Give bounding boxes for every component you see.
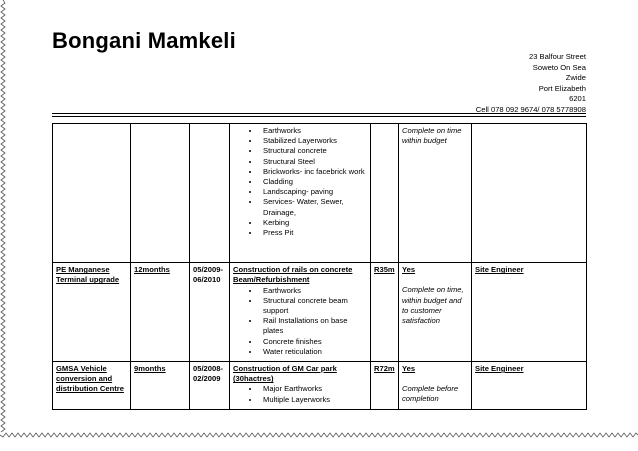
table-row [53,263,587,362]
address-area: Zwide [565,73,586,83]
list-item: • Brickworks- inc facebrick work [260,167,366,177]
scope-title: Construction of GM Car park (30hactres) [233,364,337,384]
address-postcode: 6201 [569,94,586,104]
list-item: • Major Earthworks [260,384,366,394]
status-note: Complete before completion [402,384,459,404]
address-cell: Cell 078 092 9674/ 078 5778908 [475,104,586,114]
resume-name: Bongani Mamkeli [52,28,236,53]
scope-cell [230,124,371,263]
address-street: 23 Balfour Street [529,52,586,61]
list-item: • Cladding [260,177,366,187]
status-head: Yes [402,265,416,275]
dates-cell: 05/2009- 06/2010 [190,263,230,362]
table-row [53,124,587,263]
list-item: • Press Pit [260,228,366,238]
list-item: • Multiple Layerworks [260,395,366,405]
header-divider [52,113,586,114]
duration-cell: 9months [131,362,190,410]
project-cell: GMSA Vehicle conversion and distribution Centre [53,362,131,410]
scope-cell [230,362,371,410]
status-note: Complete on time within budget [402,126,462,146]
status-note: Complete on time, within budget and to customer satisfaction [402,285,464,326]
list-item: • Structural Steel [260,157,366,167]
list-item: • Rail Installations on base plates [260,316,366,336]
header-divider-second [52,116,586,117]
address-city: Port Elizabeth [538,83,586,93]
contact-address [476,52,586,116]
bottom-border-decoration [0,432,638,438]
list-item: • Earthworks [260,286,366,296]
list-item: • Landscaping- paving [260,187,366,197]
project-cell: PE Manganese Terminal upgrade [53,263,131,362]
list-item: • Concrete finishes [260,337,366,347]
status-cell [399,362,472,410]
value-cell: R72m [371,362,399,410]
scope-cell [230,263,371,362]
list-item: • Earthworks [260,126,366,136]
role-cell: Site Engineer [472,263,587,362]
project-experience-table [52,123,587,410]
list-item: • Stabilized Layerworks [260,136,366,146]
role-cell [472,124,587,263]
list-item: • Services- Water, Sewer, Drainage, [260,197,366,217]
scope-list [233,126,366,238]
status-head: Yes [402,364,416,374]
address-suburb: Soweto On Sea [532,62,586,72]
role-cell: Site Engineer [472,362,587,410]
list-item: • Structural concrete [260,146,366,156]
status-cell [399,263,472,362]
left-border-decoration [0,0,6,451]
scope-list [233,286,366,357]
status-cell [399,124,472,263]
scope-list [233,384,366,404]
table-row [53,362,587,410]
duration-cell: 12months [131,263,190,362]
value-cell: R35m [371,263,399,362]
list-item: • Water reticulation [260,347,366,357]
list-item: • Structural concrete beam support [260,296,366,316]
value-cell [371,124,399,263]
dates-cell: 05/2008- 02/2009 [190,362,230,410]
dates-cell [190,124,230,263]
list-item: • Kerbing [260,218,366,228]
duration-cell [131,124,190,263]
scope-title: Construction of rails on concrete Beam/Refurbishment [233,265,353,285]
project-cell [53,124,131,263]
